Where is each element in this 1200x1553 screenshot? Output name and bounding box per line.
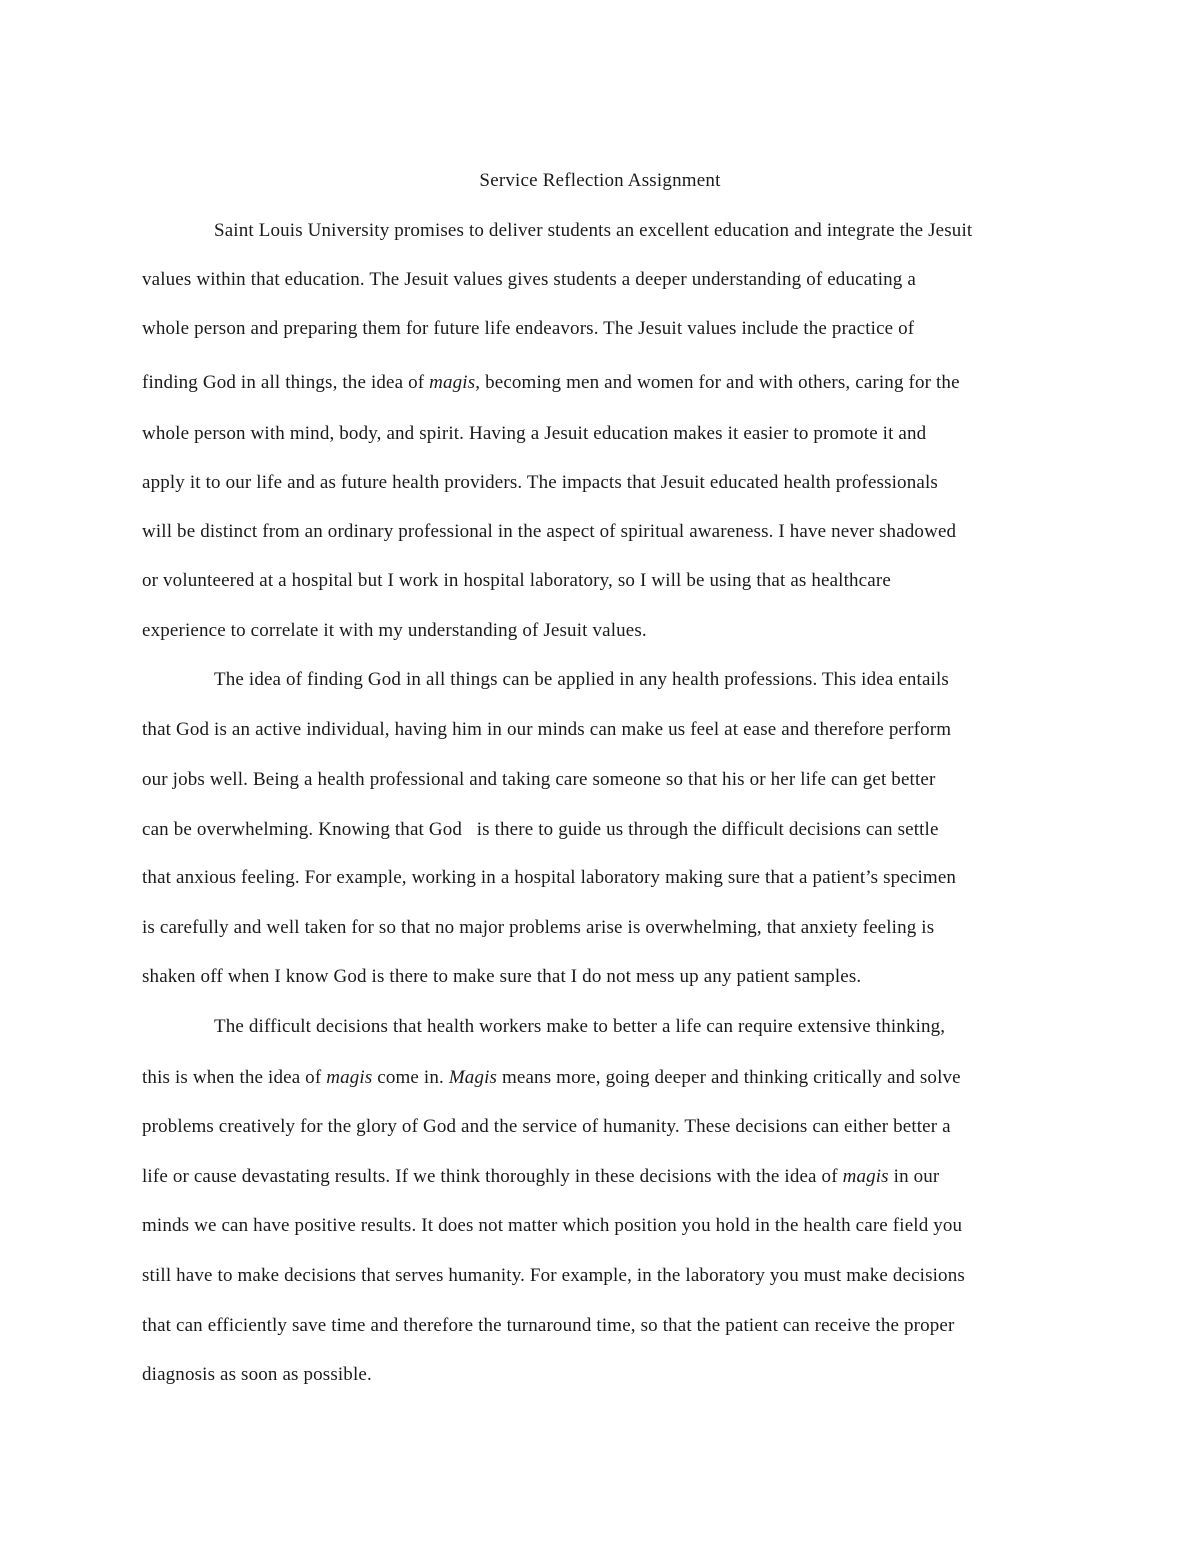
paragraph-1-line-4: finding God in all things, the idea of magis, becoming men and women for and with others, caring for the [142, 372, 960, 393]
paragraph-2-line-6: is carefully and well taken for so that no major problems arise is overwhelming, that anxiety feeling is [142, 917, 935, 938]
paragraph-3-line-4: life or cause devastating results. If we think thoroughly in these decisions with the idea of magis in our [142, 1166, 940, 1187]
paragraph-2-line-5: that anxious feeling. For example, working in a hospital laboratory making sure that a patient’s specimen [142, 867, 957, 888]
paragraph-3-line-2: this is when the idea of magis come in. Magis means more, going deeper and thinking critically and solve [142, 1067, 961, 1088]
paragraph-2-line-3: our jobs well. Being a health professional and taking care someone so that his or her life can get better [142, 769, 936, 790]
document-title: Service Reflection Assignment [479, 170, 721, 191]
paragraph-1-line-2: values within that education. The Jesuit values gives students a deeper understanding of educating a [142, 269, 916, 290]
paragraph-2-line-1: The idea of finding God in all things can be applied in any health professions. This idea entails [214, 669, 949, 690]
paragraph-1-line-7: will be distinct from an ordinary professional in the aspect of spiritual awareness. I have never shadowed [142, 521, 957, 542]
italic-term: magis [429, 372, 476, 393]
paragraph-1-line-6: apply it to our life and as future health providers. The impacts that Jesuit educated health professionals [142, 472, 938, 493]
paragraph-2-line-7: shaken off when I know God is there to make sure that I do not mess up any patient samples. [142, 966, 862, 987]
paragraph-3-line-1: The difficult decisions that health workers make to better a life can require extensive thinking, [214, 1016, 946, 1037]
italic-term: Magis [448, 1067, 498, 1088]
paragraph-2-line-2: that God is an active individual, having him in our minds can make us feel at ease and therefore perform [142, 719, 952, 740]
italic-term: magis [842, 1166, 889, 1187]
paragraph-3-line-5: minds we can have positive results. It does not matter which position you hold in the health care field you [142, 1215, 963, 1236]
paragraph-3-line-3: problems creatively for the glory of God and the service of humanity. These decisions can either better a [142, 1116, 951, 1137]
paragraph-3-line-7: that can efficiently save time and therefore the turnaround time, so that the patient can receive the proper [142, 1315, 955, 1336]
italic-term: magis [326, 1067, 373, 1088]
paragraph-1-line-8: or volunteered at a hospital but I work in hospital laboratory, so I will be using that as healthcare [142, 570, 891, 591]
paragraph-1-line-3: whole person and preparing them for future life endeavors. The Jesuit values include the practice of [142, 318, 915, 339]
paragraph-2-line-4: can be overwhelming. Knowing that God is there to guide us through the difficult decisions can settle [142, 819, 939, 840]
paragraph-1-line-9: experience to correlate it with my understanding of Jesuit values. [142, 620, 647, 641]
paragraph-3-line-8: diagnosis as soon as possible. [142, 1364, 372, 1385]
paragraph-3-line-6: still have to make decisions that serves humanity. For example, in the laboratory you must make decisions [142, 1265, 965, 1286]
paragraph-1-line-5: whole person with mind, body, and spirit. Having a Jesuit education makes it easier to promote it and [142, 423, 927, 444]
paragraph-1-line-1: Saint Louis University promises to deliver students an excellent education and integrate the Jesuit [214, 220, 973, 241]
